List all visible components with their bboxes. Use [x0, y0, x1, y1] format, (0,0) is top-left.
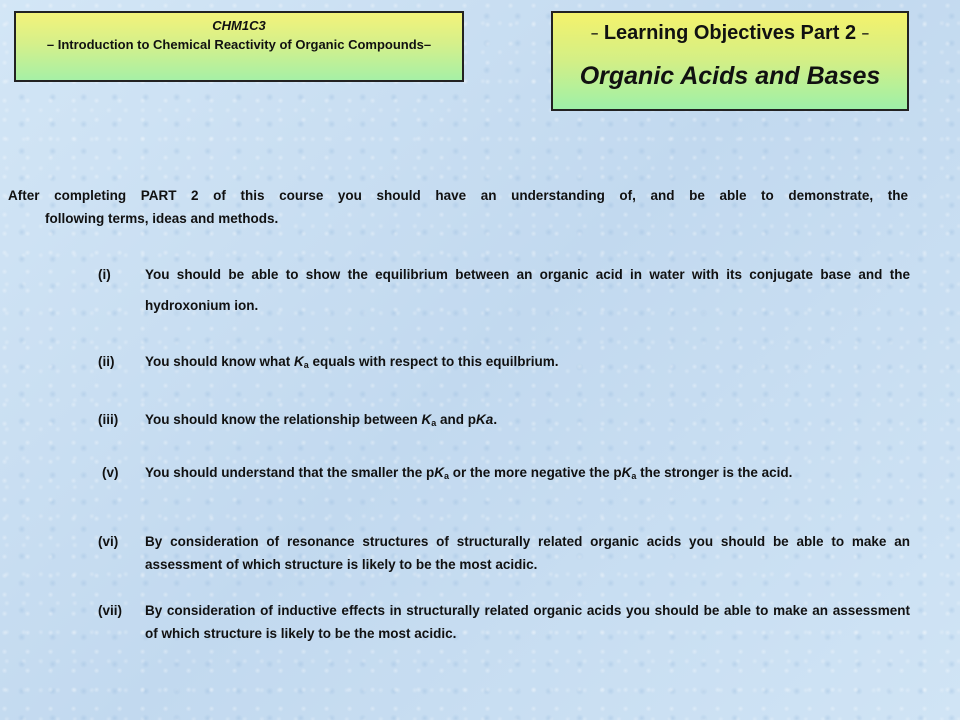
- objective-number: (iii): [98, 412, 119, 427]
- objective-number: (i): [98, 267, 111, 282]
- objective-text-part: the stronger is the acid.: [636, 465, 793, 480]
- course-title-box: [14, 11, 464, 82]
- objective-item: [98, 599, 910, 645]
- objective-text-part: You should know what: [145, 354, 294, 369]
- objective-number: (vi): [98, 534, 119, 549]
- objective-text: You should be able to show the equilibrium between an organic acid in water with its conjugate base and the hydroxonium ion.: [145, 267, 910, 313]
- pka-term: Ka: [476, 412, 494, 427]
- heading-text: Learning Objectives Part 2: [603, 22, 857, 44]
- ka-subscript: a: [431, 418, 437, 428]
- heading-dash-right: –: [861, 25, 869, 41]
- objective-text-part: or the more negative the p: [449, 465, 622, 480]
- objective-item: [102, 461, 914, 484]
- intro-line-1: After completing PART 2 of this course you should have an understanding of, and be able to demonstrate, the: [8, 188, 908, 203]
- objective-text-part: and p: [436, 412, 477, 427]
- intro-line-2: following terms, ideas and methods.: [45, 211, 279, 226]
- objective-text: By consideration of resonance structures of structurally related organic acids you should be able to make an assessment of which structure is likely to be the most acidic.: [145, 534, 910, 572]
- objective-number: (ii): [98, 354, 115, 369]
- objective-text: [145, 350, 910, 373]
- objective-text-part: equals with respect to this equilbrium.: [308, 354, 559, 369]
- objective-text: [145, 408, 910, 431]
- objective-text-part: .: [493, 412, 498, 427]
- objectives-subtitle: Organic Acids and Bases: [579, 61, 881, 90]
- objective-number: (vii): [98, 603, 123, 618]
- objective-text-part: You should know the relationship between: [145, 412, 422, 427]
- objective-item: [98, 408, 910, 431]
- objective-item: [98, 530, 910, 576]
- course-title: – Introduction to Chemical Reactivity of Organic Compounds–: [46, 37, 432, 52]
- heading-dash-left: –: [591, 25, 599, 41]
- ka-subscript: a: [631, 471, 637, 481]
- objective-number: (v): [102, 465, 119, 480]
- objectives-title-box: [551, 11, 909, 111]
- ka-symbol: K: [434, 465, 445, 480]
- objective-text: By consideration of inductive effects in structurally related organic acids you should be able to make an assessment of which structure is likely to be the most acidic.: [145, 603, 910, 641]
- ka-subscript: a: [303, 360, 309, 370]
- objective-item: [98, 259, 910, 321]
- objective-text: [145, 461, 914, 484]
- ka-subscript: a: [444, 471, 450, 481]
- ka-symbol: K: [621, 465, 632, 480]
- intro-paragraph: [8, 184, 908, 230]
- ka-symbol: K: [294, 354, 304, 369]
- course-code: CHM1C3: [212, 18, 266, 33]
- objective-text-part: You should understand that the smaller the p: [145, 465, 435, 480]
- ka-symbol: K: [421, 412, 432, 427]
- objective-item: [98, 350, 910, 373]
- objectives-heading: [553, 21, 907, 46]
